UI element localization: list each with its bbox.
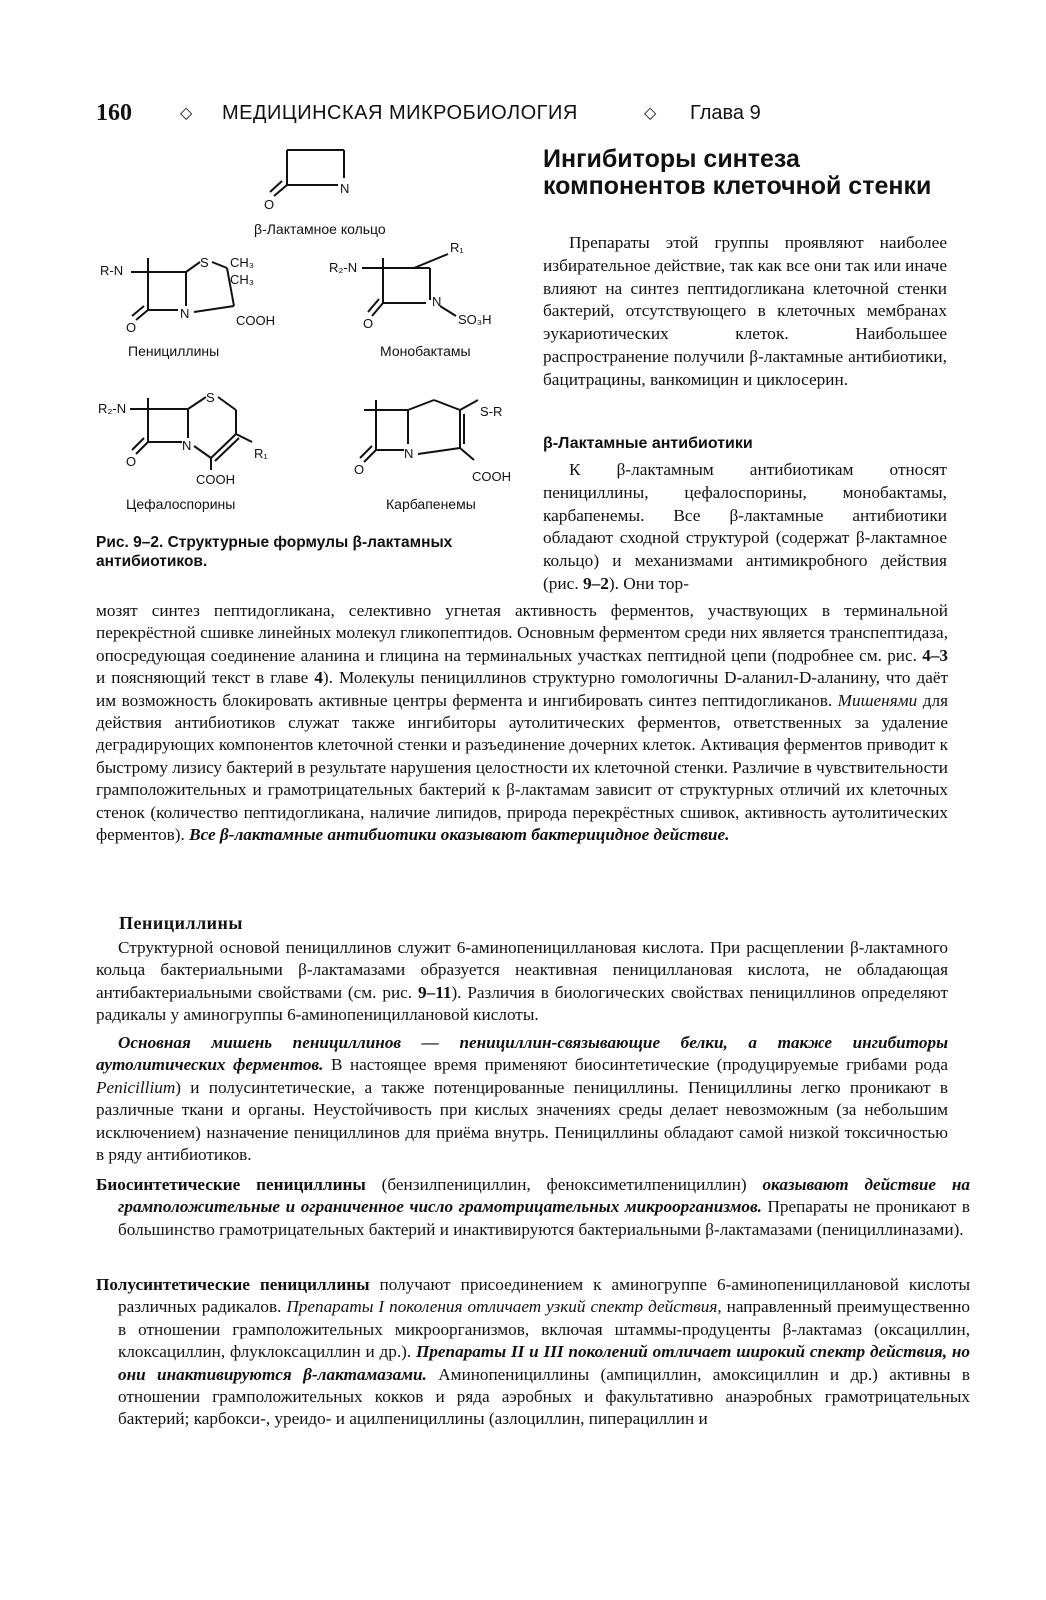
svg-text:O: O bbox=[363, 316, 374, 331]
svg-text:N: N bbox=[432, 294, 442, 309]
ring-label: β-Лактамное кольцо bbox=[254, 221, 386, 237]
svg-text:O: O bbox=[126, 320, 137, 335]
cephalosporin-label: Цефалоспорины bbox=[126, 496, 236, 512]
chapter-label: Глава 9 bbox=[690, 102, 761, 124]
monobactam-structure bbox=[329, 240, 491, 359]
beta-lactam-paragraph-full: мозят синтез пептидогликана, селективно угнетая активность ферментов, участвующих в терминальной перекрёстной сшивке линейных молекул гликопептидов. Основным ферментом среди них является транспептидаза, опосредующая соединение аланина и глицина на терминальных участках пептидной цепи (подробнее см. рис. 4–3 и поясняющий текст в главе 4). Молекулы пенициллинов структурно гомологичны D-аланил-D-аланину, что даёт им возможность блокировать активные центры фермента и ингибировать синтез пептидогликанов. Мишенями для действия антибиотиков служат также ингибиторы аутолитических ферментов, ответственных за удаление деградирующих компонентов клеточной стенки и разъединение дочерних клеток. Активация ферментов приводит к быстрому лизису бактерий в результате нарушения целостности их клеточной стенки. Различие в чувствительности грамположительных и грамотрицательных бактерий к β-лактамам зависит от структурных отличий их клеточных стенок (количество пептидогликана, наличие липидов, природа перекрёстных сшивок, активность аутолитических ферментов). Все β-лактамные антибиотики оказывают бактерицидное действие. bbox=[96, 601, 948, 845]
svg-text:O: O bbox=[126, 454, 137, 469]
svg-text:R-N: R-N bbox=[100, 263, 124, 278]
svg-text:R₂-N: R₂-N bbox=[98, 401, 127, 416]
carbapenem-structure bbox=[354, 400, 511, 512]
penicillin-structure bbox=[100, 255, 275, 359]
section-title: Ингибиторы синтеза компонентов клеточной стенки bbox=[543, 145, 932, 200]
figure-caption: Рис. 9–2. Структурные формулы β-лактамных антибиотиков. bbox=[96, 534, 453, 570]
figure-beta-lactam-structures bbox=[96, 138, 526, 533]
svg-text:S: S bbox=[200, 255, 209, 270]
svg-text:R₂-N: R₂-N bbox=[329, 260, 358, 275]
penicillins-heading: Пенициллины bbox=[119, 913, 243, 933]
svg-text:N: N bbox=[182, 438, 192, 453]
biosynthetic-penicillins-paragraph: Биосинтетические пенициллины (бензилпенициллин, феноксиметилпенициллин) оказывают действие на грамположительные и ограниченное число грамотрицательных микроорганизмов. Препараты не проникают в большинство грамотрицательных бактерий и инактивируются бактериальными β-лактамазами (пенициллиназами). bbox=[96, 1175, 971, 1239]
diamond-ornament-icon: ◇ bbox=[180, 105, 193, 122]
svg-text:COOH: COOH bbox=[196, 472, 235, 487]
svg-text:COOH: COOH bbox=[236, 313, 275, 328]
page-number: 160 bbox=[96, 100, 132, 126]
semisynthetic-penicillins-paragraph: Полусинтетические пенициллины получают присоединением к аминогруппе 6-аминопенициллановой кислоты различных радикалов. Препараты I поколения отличает узкий спектр действия, направленный преимущественно в отношении грамположительных микроорганизмов, включая штаммы-продуценты β-лактамаз (оксациллин, клоксациллин, флуклоксациллин и др.). Препараты II и III поколений отличает широкий спектр действия, но они инактивируются β-лактамазами. Аминопенициллины (ампициллин, амоксициллин и др.) активны в отношении грамположительных кокков и ряда аэробных и факультативно анаэробных грамотрицательных бактерий; карбокси-, уреидо- и ацилпенициллины (азлоциллин, пиперациллин и bbox=[96, 1275, 971, 1429]
svg-text:CH₃: CH₃ bbox=[230, 255, 255, 270]
penicillins-paragraph-1: Структурной основой пенициллинов служит 6-аминопенициллановая кислота. При расщеплении β-лактамного кольца бактериальными β-лактамазами образуется неактивная пенициллановая кислота, не обладающая антибактериальными свойствами (см. рис. 9–11). Различия в биологических свойствах пенициллинов определяют радикалы у аминогруппы 6-аминопенициллановой кислоты. bbox=[96, 938, 949, 1025]
structural-formulas-diagram bbox=[96, 138, 526, 533]
svg-text:SO₃H: SO₃H bbox=[458, 312, 492, 327]
carbapenem-label: Карбапенемы bbox=[386, 496, 476, 512]
book-title: МЕДИЦИНСКАЯ МИКРОБИОЛОГИЯ bbox=[222, 102, 578, 124]
svg-text:N: N bbox=[180, 306, 190, 321]
svg-text:N: N bbox=[404, 446, 414, 461]
section-intro: Препараты этой группы проявляют наиболее избирательное действие, так как все они так или иначе влияют на синтез пептидогликана клеточной стенки бактерий, отсутствующего в клеточных мембранах эукариотических клеток. Наибольшее распространение получили β-лактамные антибиотики, бацитрацины, ванкомицин и циклосерин. bbox=[543, 233, 947, 389]
diamond-ornament-icon: ◇ bbox=[644, 105, 657, 122]
beta-lactam-ring-structure bbox=[254, 150, 386, 237]
ring-oxygen: O bbox=[264, 197, 275, 212]
penicillin-label: Пенициллины bbox=[128, 343, 220, 359]
svg-text:O: O bbox=[354, 462, 365, 477]
svg-text:COOH: COOH bbox=[472, 469, 511, 484]
svg-text:S: S bbox=[206, 390, 215, 405]
subheading-beta-lactams: β-Лактамные антибиотики bbox=[543, 435, 753, 452]
svg-text:CH₃: CH₃ bbox=[230, 272, 255, 287]
cephalosporin-structure bbox=[98, 390, 268, 512]
svg-text:R₁: R₁ bbox=[254, 446, 268, 461]
monobactam-label: Монобактамы bbox=[380, 343, 471, 359]
ring-nitrogen: N bbox=[340, 181, 350, 196]
svg-text:R₁: R₁ bbox=[450, 240, 464, 255]
penicillins-paragraph-2: Основная мишень пенициллинов — пенициллин-связывающие белки, а также ингибиторы аутолитических ферментов. В настоящее время применяют биосинтетические (продуцируемые грибами рода Penicillium) и полусинтетические, а также потенцированные пенициллины. Пенициллины легко проникают в различные ткани и органы. Неустойчивость при кислых значениях среды делает невозможным (за небольшим исключением) назначение пенициллинов для приёма внутрь. Пенициллины обладают самой низкой токсичностью в ряду антибиотиков. bbox=[96, 1033, 948, 1165]
svg-text:S-R: S-R bbox=[480, 404, 503, 419]
running-header bbox=[96, 100, 976, 136]
beta-lactam-paragraph-right: К β-лактамным антибиотикам относят пенициллины, цефалоспорины, монобактамы, карбапенемы. Все β-лактамные антибиотики обладают сходной структурой (содержат β-лактамное кольцо) и механизмами антимикробного действия (рис. 9–2). Они тор- bbox=[543, 460, 947, 593]
